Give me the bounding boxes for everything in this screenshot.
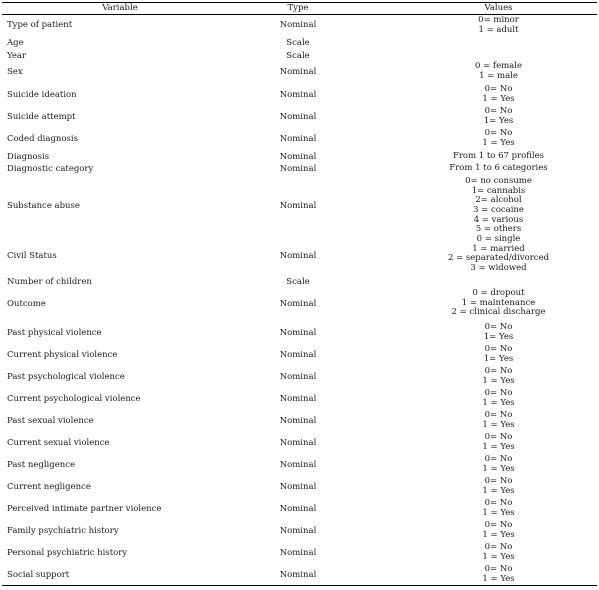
variable-cell: Coded diagnosis <box>7 134 78 144</box>
variable-cell: Current sexual violence <box>7 438 110 448</box>
value-line: 3 = cocaine <box>473 205 524 216</box>
variable-cell: Sex <box>7 67 23 77</box>
value-line: 0= No <box>484 432 513 442</box>
values-cell <box>400 565 597 584</box>
type-cell: Nominal <box>279 299 317 309</box>
value-line: 2 = clinical discharge <box>451 307 546 318</box>
value-line: 1= cannabis <box>471 185 526 196</box>
type-cell: Nominal <box>279 372 317 382</box>
type-cell: Nominal <box>279 90 317 100</box>
value-line: 0 = single <box>476 234 521 244</box>
value-line: 0= No <box>484 476 513 486</box>
type-cell: Nominal <box>279 460 317 470</box>
type-cell: Nominal <box>279 152 317 162</box>
value-line: 2= alcohol <box>475 195 522 206</box>
type-cell: Scale <box>286 277 310 287</box>
value-line: From 1 to 6 categories <box>449 163 548 173</box>
value-line: 0= No <box>484 454 513 464</box>
value-line: 1 = Yes <box>482 397 515 408</box>
value-line: 0= No <box>484 84 513 94</box>
value-line: 1 = Yes <box>482 463 515 474</box>
type-cell: Nominal <box>279 350 317 360</box>
type-cell: Nominal <box>279 251 317 261</box>
values-cell <box>400 345 597 364</box>
type-cell: Nominal <box>279 134 317 144</box>
variable-cell: Past physical violence <box>7 328 102 338</box>
type-cell: Nominal <box>279 482 317 492</box>
variable-cell: Age <box>7 38 24 48</box>
value-line: 0= No <box>484 520 513 530</box>
value-line: 0= No <box>484 128 513 138</box>
values-cell <box>400 164 597 174</box>
type-cell: Nominal <box>279 548 317 558</box>
value-line: 1= Yes <box>483 115 514 126</box>
type-cell: Scale <box>286 38 310 48</box>
value-line: 0 = female <box>475 61 522 71</box>
values-cell <box>400 177 597 235</box>
value-line: 1 = Yes <box>482 441 515 452</box>
variable-cell: Perceived intimate partner violence <box>7 504 162 514</box>
variable-cell: Year <box>7 51 27 61</box>
value-line: 4 = various <box>473 214 524 225</box>
variable-cell: Current negligence <box>7 482 91 492</box>
value-line: 0= no consume <box>465 176 532 186</box>
variable-cell: Type of patient <box>7 20 73 30</box>
value-line: 0= No <box>484 322 513 332</box>
values-cell <box>400 62 597 81</box>
value-line: 0= No <box>484 542 513 552</box>
header-values: Values <box>484 3 513 13</box>
variable-cell: Suicide ideation <box>7 90 77 100</box>
value-line: 1 = Yes <box>482 375 515 386</box>
value-line: 0= No <box>484 366 513 376</box>
value-line: 1 = maintenance <box>461 297 536 308</box>
value-line: 1 = Yes <box>482 507 515 518</box>
value-line: 1 = married <box>472 243 525 254</box>
value-line: 0= No <box>484 564 513 574</box>
values-cell <box>400 107 597 126</box>
variable-cell: Civil Status <box>7 251 57 261</box>
type-cell: Nominal <box>279 438 317 448</box>
type-cell: Nominal <box>279 570 317 580</box>
value-line: 2 = separated/divorced <box>447 253 550 264</box>
values-cell <box>400 499 597 518</box>
values-cell <box>400 455 597 474</box>
values-cell <box>400 521 597 540</box>
value-line: 1 = Yes <box>482 419 515 430</box>
values-cell <box>400 477 597 496</box>
value-line: 1= Yes <box>483 353 514 364</box>
values-cell <box>400 367 597 386</box>
variable-cell: Number of children <box>7 277 92 287</box>
value-line: 0= No <box>484 498 513 508</box>
values-cell <box>400 85 597 104</box>
value-line: 1 = Yes <box>482 573 515 584</box>
value-line: 1 = Yes <box>482 93 515 104</box>
header-type: Type <box>287 3 309 13</box>
values-cell <box>400 289 597 318</box>
value-line: 1 = Yes <box>482 137 515 148</box>
value-line: 1= Yes <box>483 331 514 342</box>
variable-cell: Outcome <box>7 299 46 309</box>
value-line: 1 = adult <box>478 24 519 35</box>
type-cell: Nominal <box>279 164 317 174</box>
type-cell: Nominal <box>279 67 317 77</box>
variable-cell: Substance abuse <box>7 201 80 211</box>
variable-cell: Past psychological violence <box>7 372 125 382</box>
type-cell: Nominal <box>279 20 317 30</box>
value-line: 1 = Yes <box>482 485 515 496</box>
values-cell <box>400 323 597 342</box>
variable-cell: Social support <box>7 570 70 580</box>
value-line: 0= minor <box>478 15 519 25</box>
value-line: 1 = Yes <box>482 529 515 540</box>
type-cell: Nominal <box>279 526 317 536</box>
value-line: 0 = dropout <box>472 288 525 298</box>
value-line: From 1 to 67 profiles <box>452 151 545 161</box>
type-cell: Nominal <box>279 112 317 122</box>
value-line: 0= No <box>484 388 513 398</box>
values-cell <box>400 543 597 562</box>
value-line: 0= No <box>484 410 513 420</box>
variable-cell: Suicide attempt <box>7 112 76 122</box>
value-line: 0= No <box>484 106 513 116</box>
type-cell: Nominal <box>279 504 317 514</box>
variable-cell: Past negligence <box>7 460 76 470</box>
type-cell: Nominal <box>279 394 317 404</box>
variable-cell: Past sexual violence <box>7 416 94 426</box>
values-cell <box>400 152 597 162</box>
variable-cell: Diagnostic category <box>7 164 94 174</box>
values-cell <box>400 411 597 430</box>
values-cell <box>400 389 597 408</box>
type-cell: Scale <box>286 51 310 61</box>
type-cell: Nominal <box>279 416 317 426</box>
variable-cell: Current physical violence <box>7 350 118 360</box>
value-line: 1 = male <box>479 70 518 81</box>
variable-cell: Current psychological violence <box>7 394 141 404</box>
values-cell <box>400 16 597 35</box>
value-line: 1 = Yes <box>482 551 515 562</box>
value-line: 3 = widowed <box>470 263 527 274</box>
values-cell <box>400 433 597 452</box>
value-line: 5 = others <box>475 224 522 235</box>
variable-cell: Family psychiatric history <box>7 526 119 536</box>
variable-cell: Personal psychiatric history <box>7 548 128 558</box>
type-cell: Nominal <box>279 328 317 338</box>
header-variable: Variable <box>102 3 138 13</box>
variable-cell: Diagnosis <box>7 152 50 162</box>
value-line: 0= No <box>484 344 513 354</box>
values-cell <box>400 235 597 274</box>
values-cell <box>400 129 597 148</box>
variables-table <box>2 2 597 586</box>
table-bottom-rule <box>2 585 597 586</box>
type-cell: Nominal <box>279 201 317 211</box>
